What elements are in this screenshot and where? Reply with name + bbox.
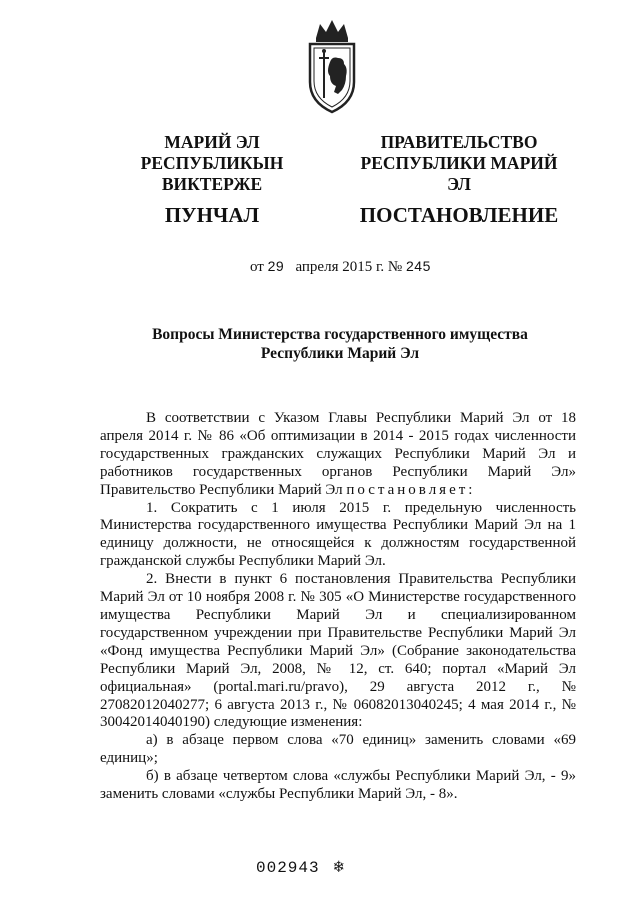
paragraph-item-2a: а) в абзаце первом слова «70 единиц» заменить словами «69 единиц»; (100, 732, 576, 767)
paragraph-item-1: 1. Сократить с 1 июля 2015 г. предельную численность Министерства государственного имущества Республики Марий Эл на 1 единицу должности, не относящейся к должностям государственной гражданской службы Республики Марий Эл. (100, 499, 576, 570)
preamble-text: В соответствии с Указом Главы Республики Марий Эл от 18 апреля 2014 г. № 86 «Об оптимизации в 2014 - 2015 годах численности государственных гражданских служащих Республики Марий Эл и работников государственных органов Республики Марий Эл» Правительство Республики Марий Эл (100, 410, 576, 498)
date-prefix: от (250, 259, 264, 275)
serial-number: 002943 (256, 859, 320, 877)
form-serial (256, 857, 345, 878)
paragraph-item-2b: б) в абзаце четвертом слова «службы Республики Марий Эл, - 9» заменить словами «службы Республики Марий Эл, - 8». (100, 768, 576, 803)
header-russian-doc-type: ПОСТАНОВЛЕНИЕ (359, 203, 559, 227)
snowflake-mark-icon: ❄ (333, 859, 345, 878)
header-russian-line1: ПРАВИТЕЛЬСТВО (380, 132, 538, 152)
date-month-year: апреля 2015 г. № (295, 259, 403, 275)
document-title (100, 325, 580, 363)
document-body (100, 410, 576, 804)
header-russian-line2: РЕСПУБЛИКИ МАРИЙ ЭЛ (360, 153, 558, 194)
header-mari-line1: МАРИЙ ЭЛ РЕСПУБЛИКЫН (140, 132, 284, 173)
paragraph-preamble (100, 410, 576, 500)
coat-of-arms-emblem (296, 18, 368, 118)
header-mari (98, 132, 326, 226)
date-day: 29 (267, 258, 285, 274)
title-line1: Вопросы Министерства государственного имущества (152, 326, 528, 343)
document-number: 245 (406, 258, 431, 274)
header-mari-doc-type: ПУНЧАЛ (164, 203, 260, 227)
document-date (250, 258, 470, 276)
paragraph-item-2: 2. Внести в пункт 6 постановления Правительства Республики Марий Эл от 10 ноября 2008 г. № 305 «О Министерстве государственного имущества Республики Марий Эл и специализированном государственном учреждении при Правительстве Республики Марий Эл «Фонд имущества Республики Марий Эл» (Собрание законодательства Республики Марий Эл, 2008, № 12, ст. 640; портал «Марий Эл официальная» (portal.mari.ru/pravo), 29 августа 2012 г., № 27082012040277; 6 августа 2013 г., № 06082013040245; 4 мая 2014 г., № 30042014040190) следующие изменения: (100, 571, 576, 731)
header-mari-line2: ВИКТЕРЖЕ (161, 174, 263, 194)
decree-word: постановляет: (346, 481, 476, 498)
header-russian (354, 132, 564, 226)
title-line2: Республики Марий Эл (260, 345, 420, 362)
